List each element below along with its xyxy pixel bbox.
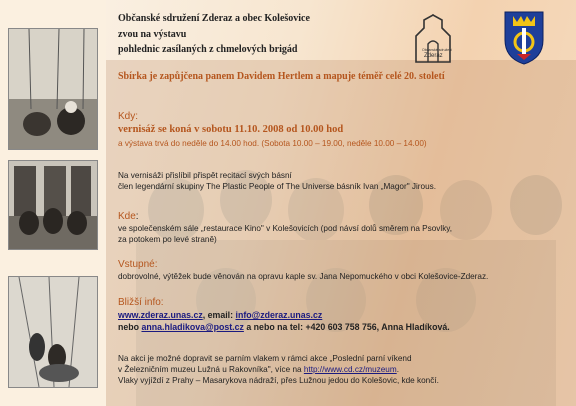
subtitle: Sbírka je zapůjčena panem Davidem Hertlem a mapuje téměř celé 20. století <box>118 71 445 82</box>
logo-name: Zderaz <box>424 53 443 59</box>
header-line-2: zvou na výstavu <box>118 29 187 40</box>
logo-small-text: Občanské sdružení <box>422 48 453 52</box>
info-line-2 <box>118 322 450 332</box>
photo-hop-field-group <box>8 160 98 250</box>
kdy-line-2: a výstava trvá do neděle do 14.00 hod. (Sobota 10.00 – 19.00, neděle 10.00 – 14.00) <box>118 139 427 148</box>
kdy-main: vernisáž se koná v sobotu 11.10. 2008 od 10.00 hod <box>118 124 344 135</box>
kdy-heading: Kdy: <box>118 111 139 122</box>
kde-heading-wrap <box>118 211 139 222</box>
email-link-anna[interactable]: anna.hladikova@post.cz <box>141 322 244 332</box>
info-line-1 <box>118 310 322 320</box>
phone-text: a nebo na tel: +420 603 758 756, Anna Hladíková. <box>243 322 450 332</box>
or-label: nebo <box>118 322 142 332</box>
vstupne-heading: Vstupné: <box>118 259 158 270</box>
kde-line-1: ve společenském sále „restaurace Kino" v Kolešovicích (pod návsí dolů směrem na Psovlky, <box>118 224 453 233</box>
footer-line-2 <box>118 364 399 375</box>
kde-line-2: za potokem po levé straně) <box>118 235 217 244</box>
kdy-line-4: člen legendární skupiny The Plastic People of The Universe básník Ivan „Magor" Jirous. <box>118 182 436 191</box>
zderaz-logo <box>408 14 458 66</box>
email-label: , email: <box>202 310 236 320</box>
kolesovice-crest <box>503 10 545 66</box>
footer-line-3: Vlaky vyjíždí z Prahy – Masarykova nádraží, přes Lužnou jedou do Kolešovic, kde končí. <box>118 376 439 385</box>
kdy-line-3: Na vernisáži přislíbil přispět recitací svých básní <box>118 171 292 180</box>
header-line-1: Občanské sdružení Zderaz a obec Kolešovice <box>118 13 310 24</box>
info-heading: Bližší info: <box>118 297 164 308</box>
email-link-info[interactable]: info@zderaz.unas.cz <box>235 310 323 320</box>
museum-link[interactable]: http://www.cd.cz/muzeum <box>303 365 397 374</box>
footer-line-2-text: v Železničním muzeu Lužná u Rakovníka", více na <box>118 365 304 374</box>
footer-line-2-end: . <box>396 365 399 374</box>
web-link[interactable]: www.zderaz.unas.cz <box>118 310 203 320</box>
photo-hop-pickers-sitting <box>8 28 98 150</box>
kde-colon: : <box>135 211 139 222</box>
header-line-3: pohlednic zasílaných z chmelových brigád <box>118 44 298 55</box>
footer-line-1: Na akci je možné dopravit se parním vlakem v rámci akce „Poslední parní víkend <box>118 354 412 363</box>
kde-heading: Kde <box>118 211 136 222</box>
photo-hop-rows-pickers <box>8 276 98 388</box>
vstupne-line-1: dobrovolné, výtěžek bude věnován na opravu kaple sv. Jana Nepomuckého v obci Kolešovice-Zderaz. <box>118 272 489 281</box>
coat-of-arms-icon <box>503 10 545 66</box>
